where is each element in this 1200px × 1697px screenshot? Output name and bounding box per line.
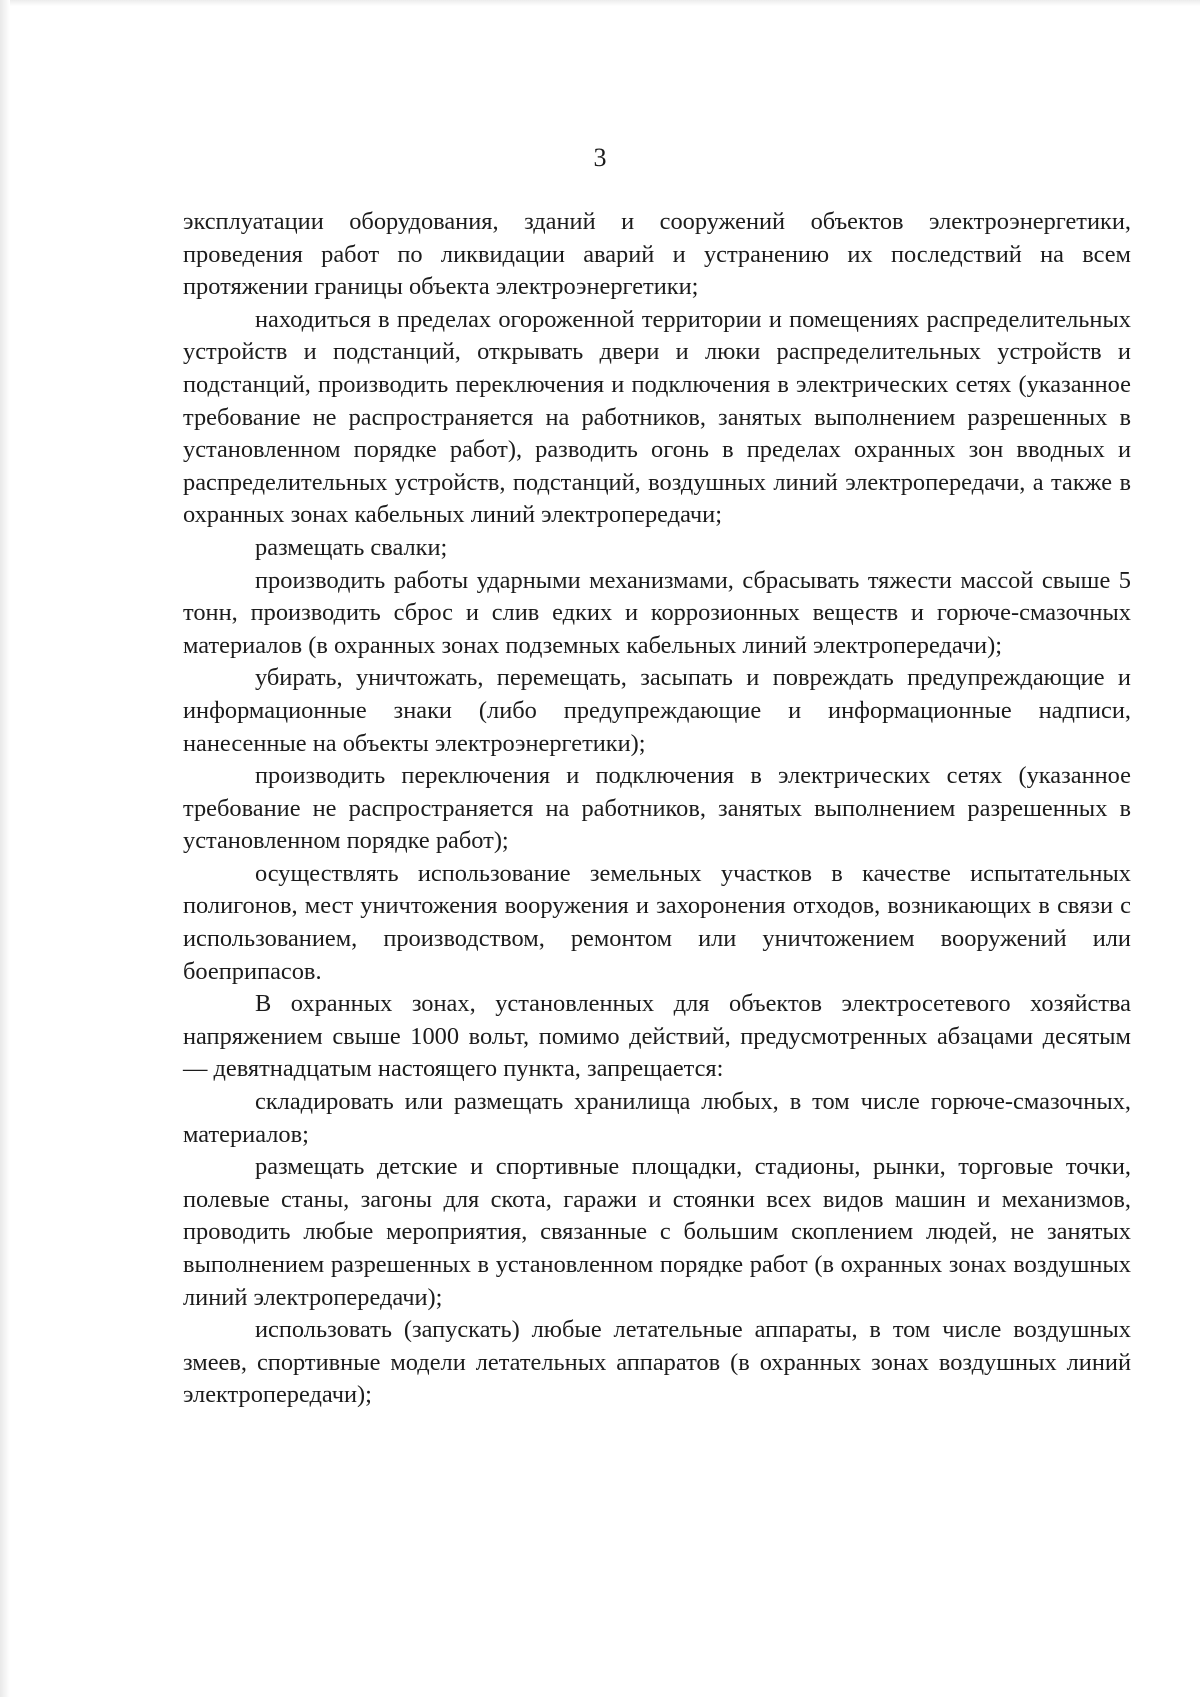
scan-left-edge — [0, 0, 10, 1697]
document-body — [183, 206, 1131, 1412]
paragraph: производить переключения и подключения в электрических сетях (указанное требование не распространяется на работников, занятых выполнением разрешенных в установленном порядке работ); — [183, 762, 1131, 855]
paragraph: осуществлять использование земельных участков в качестве испытательных полигонов, мест уничтожения вооружения и захоронения отходов, возникающих в связи с использованием, производством, ремонтом или уничтожением вооружений или боеприпасов. — [183, 859, 1131, 985]
scan-top-edge — [0, 0, 1200, 6]
paragraph: размещать детские и спортивные площадки, стадионы, рынки, торговые точки, полевые станы, загоны для скота, гаражи и стоянки всех видов машин и механизмов, проводить любые мероприятия, связанные с большим скоплением людей, не занятых выполнением разрешенных в установленном порядке работ (в охранных зонах воздушных линий электропередачи); — [183, 1153, 1131, 1311]
page-number: 3 — [593, 143, 607, 172]
paragraph: производить работы ударными механизмами, сбрасывать тяжести массой свыше 5 тонн, производить сброс и слив едких и коррозионных веществ и горюче-смазочных материалов (в охранных зонах подземных кабельных линий электропередачи); — [183, 566, 1131, 659]
paragraph-continuation: эксплуатации оборудования, зданий и сооружений объектов электроэнергетики, проведения работ по ликвидации аварий и устранению их последствий на всем протяжении границы объекта электроэнергетики; — [183, 208, 1131, 301]
paragraph: размещать свалки; — [255, 533, 448, 561]
paragraph: находиться в пределах огороженной территории и помещениях распределительных устройств и подстанций, открывать двери и люки распределительных устройств и подстанций, производить переключения и подключения в электрических сетях (указанное требование не распространяется на работников, занятых выполнением разрешенных в установленном порядке работ), разводить огонь в пределах охранных зон вводных и распределительных устройств, подстанций, воздушных линий электропередачи, а также в охранных зонах кабельных линий электропередачи; — [183, 305, 1131, 529]
paragraph: использовать (запускать) любые летательные аппараты, в том числе воздушных змеев, спортивные модели летательных аппаратов (в охранных зонах воздушных линий электропередачи); — [183, 1316, 1131, 1409]
paragraph: складировать или размещать хранилища любых, в том числе горюче-смазочных, материалов; — [183, 1088, 1131, 1148]
paragraph: убирать, уничтожать, перемещать, засыпать и повреждать предупреждающие и информационные знаки (либо предупреждающие и информационные надписи, нанесенные на объекты электроэнергетики); — [183, 664, 1131, 757]
paragraph: В охранных зонах, установленных для объектов электросетевого хозяйства напряжением свыше 1000 вольт, помимо действий, предусмотренных абзацами десятым — девятнадцатым настоящего пункта, запрещается: — [183, 990, 1131, 1083]
